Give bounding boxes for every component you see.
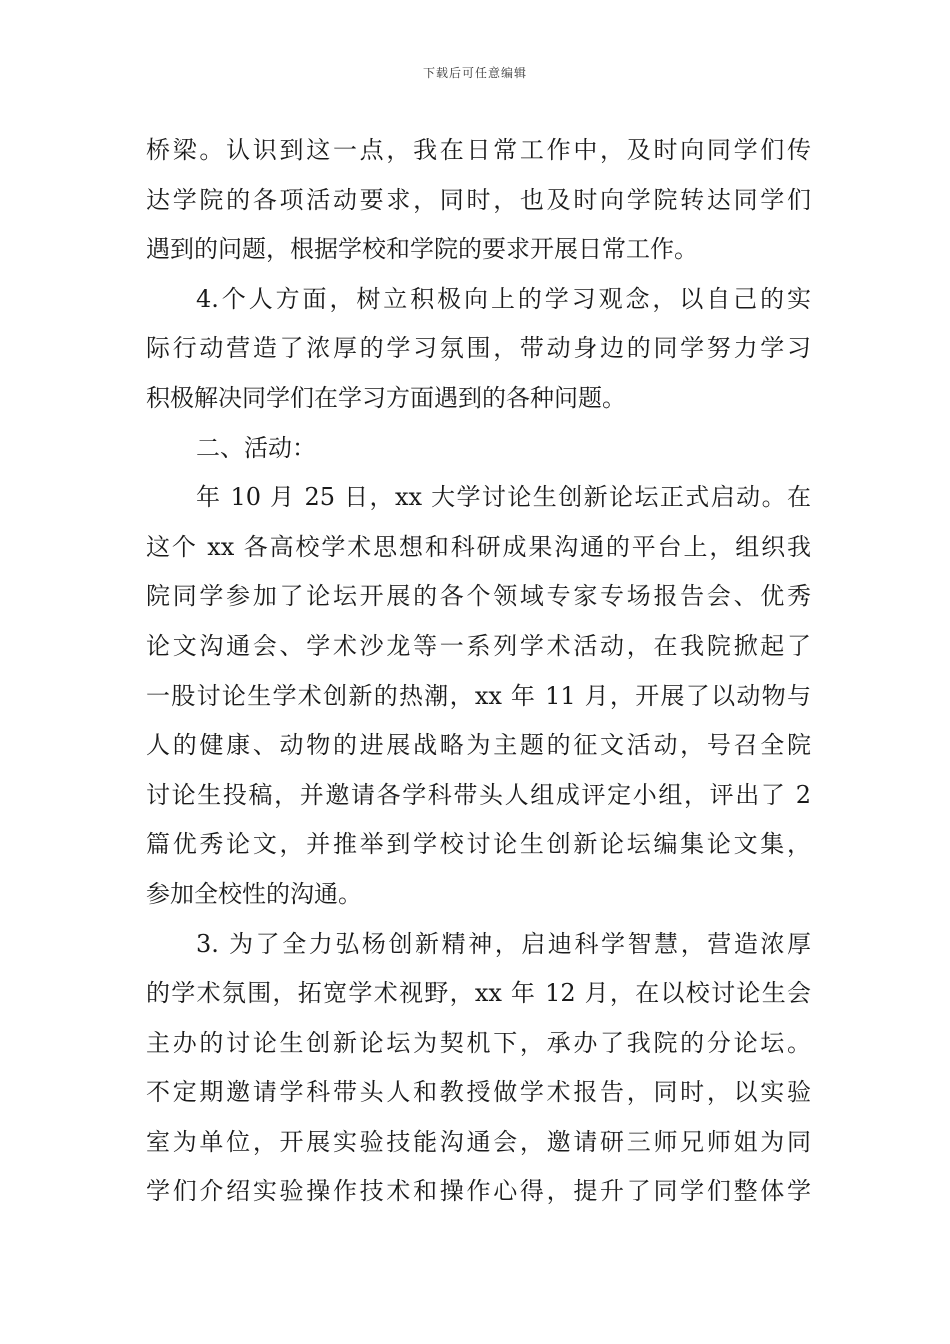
- text-line: 4.个人方面，树立积极向上的学习观念，以自己的实: [196, 284, 811, 313]
- text-line: 桥梁。认识到这一点，我在日常工作中，及时向同学们传: [146, 136, 811, 164]
- text-line: 讨论生投稿，并邀请各学科带头人组成评定小组，评出了 2: [146, 780, 811, 809]
- text-line: 3. 为了全力弘杨创新精神，启迪科学智慧，营造浓厚: [196, 929, 811, 958]
- text-line: 学们介绍实验操作技术和操作心得，提升了同学们整体学: [146, 1177, 811, 1206]
- text-line: 室为单位，开展实验技能沟通会，邀请研三师兄师姐为同: [146, 1127, 811, 1156]
- page-header: 下载后可任意编辑: [422, 66, 527, 80]
- text-line: 院同学参加了论坛开展的各个领域专家专场报告会、优秀: [146, 582, 811, 611]
- text-line: 篇优秀论文，并推举到学校讨论生创新论坛编集论文集，: [146, 830, 811, 859]
- text-line: 遇到的问题，根据学校和学院的要求开展日常工作。: [146, 235, 698, 264]
- text-line: 人的健康、动物的进展战略为主题的征文活动，号召全院: [146, 731, 811, 760]
- text-line: 一股讨论生学术创新的热潮，xx 年 11 月，开展了以动物与: [146, 681, 811, 710]
- text-line: 二、活动：: [196, 433, 316, 462]
- text-line: 的学术氛围，拓宽学术视野，xx 年 12 月，在以校讨论生会: [146, 979, 811, 1008]
- text-line: 达学院的各项活动要求，同时，也及时向学院转达同学们: [146, 185, 811, 214]
- text-line: 参加全校性的沟通。: [146, 879, 362, 908]
- text-line: 积极解决同学们在学习方面遇到的各种问题。: [146, 383, 626, 412]
- text-line: 际行动营造了浓厚的学习氛围，带动身边的同学努力学习: [146, 334, 811, 363]
- text-line: 年 10 月 25 日，xx 大学讨论生创新论坛正式启动。在: [196, 483, 811, 512]
- text-line: 主办的讨论生创新论坛为契机下，承办了我院的分论坛。: [146, 1028, 811, 1057]
- text-line: 不定期邀请学科带头人和教授做学术报告，同时，以实验: [146, 1078, 811, 1107]
- text-line: 论文沟通会、学术沙龙等一系列学术活动，在我院掀起了: [146, 631, 811, 660]
- text-line: 这个 xx 各高校学术思想和科研成果沟通的平台上，组织我: [146, 532, 811, 561]
- document-body: [146, 126, 811, 1217]
